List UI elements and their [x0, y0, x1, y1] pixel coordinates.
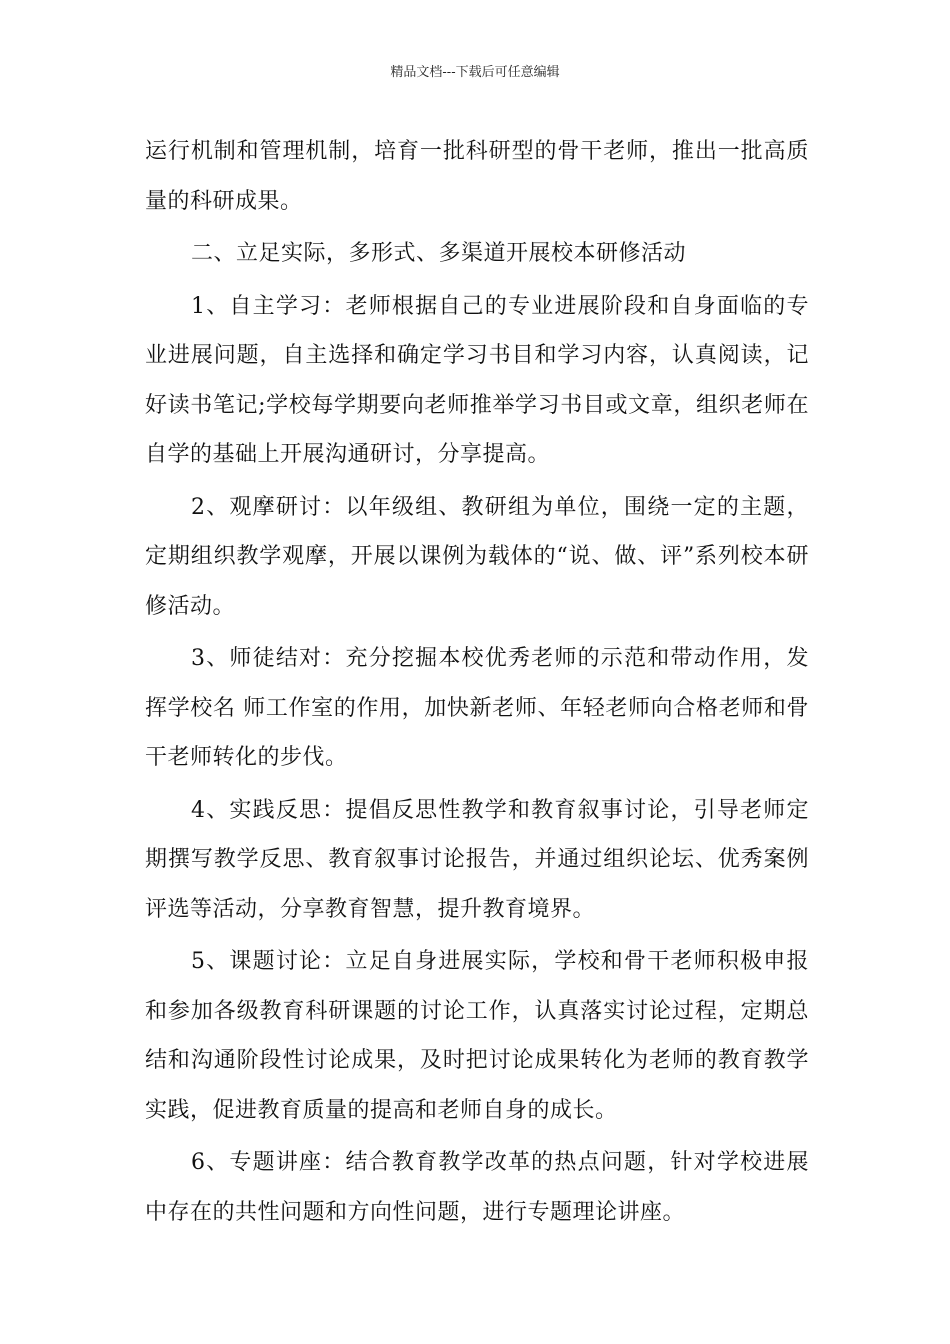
paragraph-research: 5、课题讨论：立足自身进展实际，学校和骨干老师积极申报和参加各级教育科研课题的讨论工作，认真落实讨论过程，定期总结和沟通阶段性讨论成果，及时把讨论成果转化为老师的教育教学实践，促进教育质量的提高和老师自身的成长。: [145, 949, 809, 1123]
paragraph-continuation: 运行机制和管理机制，培育一批科研型的骨干老师，推出一批高质量的科研成果。: [145, 139, 809, 214]
paragraph-reflection: 4、实践反思：提倡反思性教学和教育叙事讨论，引导老师定期撰写教学反思、教育叙事讨论报告，并通过组织论坛、优秀案例评选等活动，分享教育智慧，提升教育境界。: [145, 797, 809, 922]
paragraph-self-study: 1、自主学习：老师根据自己的专业进展阶段和自身面临的专业进展问题，自主选择和确定学习书目和学习内容，认真阅读，记好读书笔记;学校每学期要向老师推举学习书目或文章，组织老师在自学的基础上开展沟通研讨，分享提高。: [145, 293, 809, 467]
section-heading: 二、立足实际，多形式、多渠道开展校本研修活动: [191, 241, 687, 266]
page-header: 精品文档---下载后可任意编辑: [390, 65, 560, 80]
paragraph-lectures: 6、专题讲座：结合教育教学改革的热点问题，针对学校进展中存在的共性问题和方向性问题，进行专题理论讲座。: [145, 1150, 809, 1225]
paragraph-observation: 2、观摩研讨：以年级组、教研组为单位，围绕一定的主题，定期组织教学观摩，开展以课例为载体的“说、做、评”系列校本研修活动。: [145, 494, 809, 619]
document-body: [145, 127, 809, 1240]
paragraph-mentorship: 3、师徒结对：充分挖掘本校优秀老师的示范和带动作用，发挥学校名 师工作室的作用，加快新老师、年轻老师向合格老师和骨干老师转化的步伐。: [145, 646, 809, 770]
